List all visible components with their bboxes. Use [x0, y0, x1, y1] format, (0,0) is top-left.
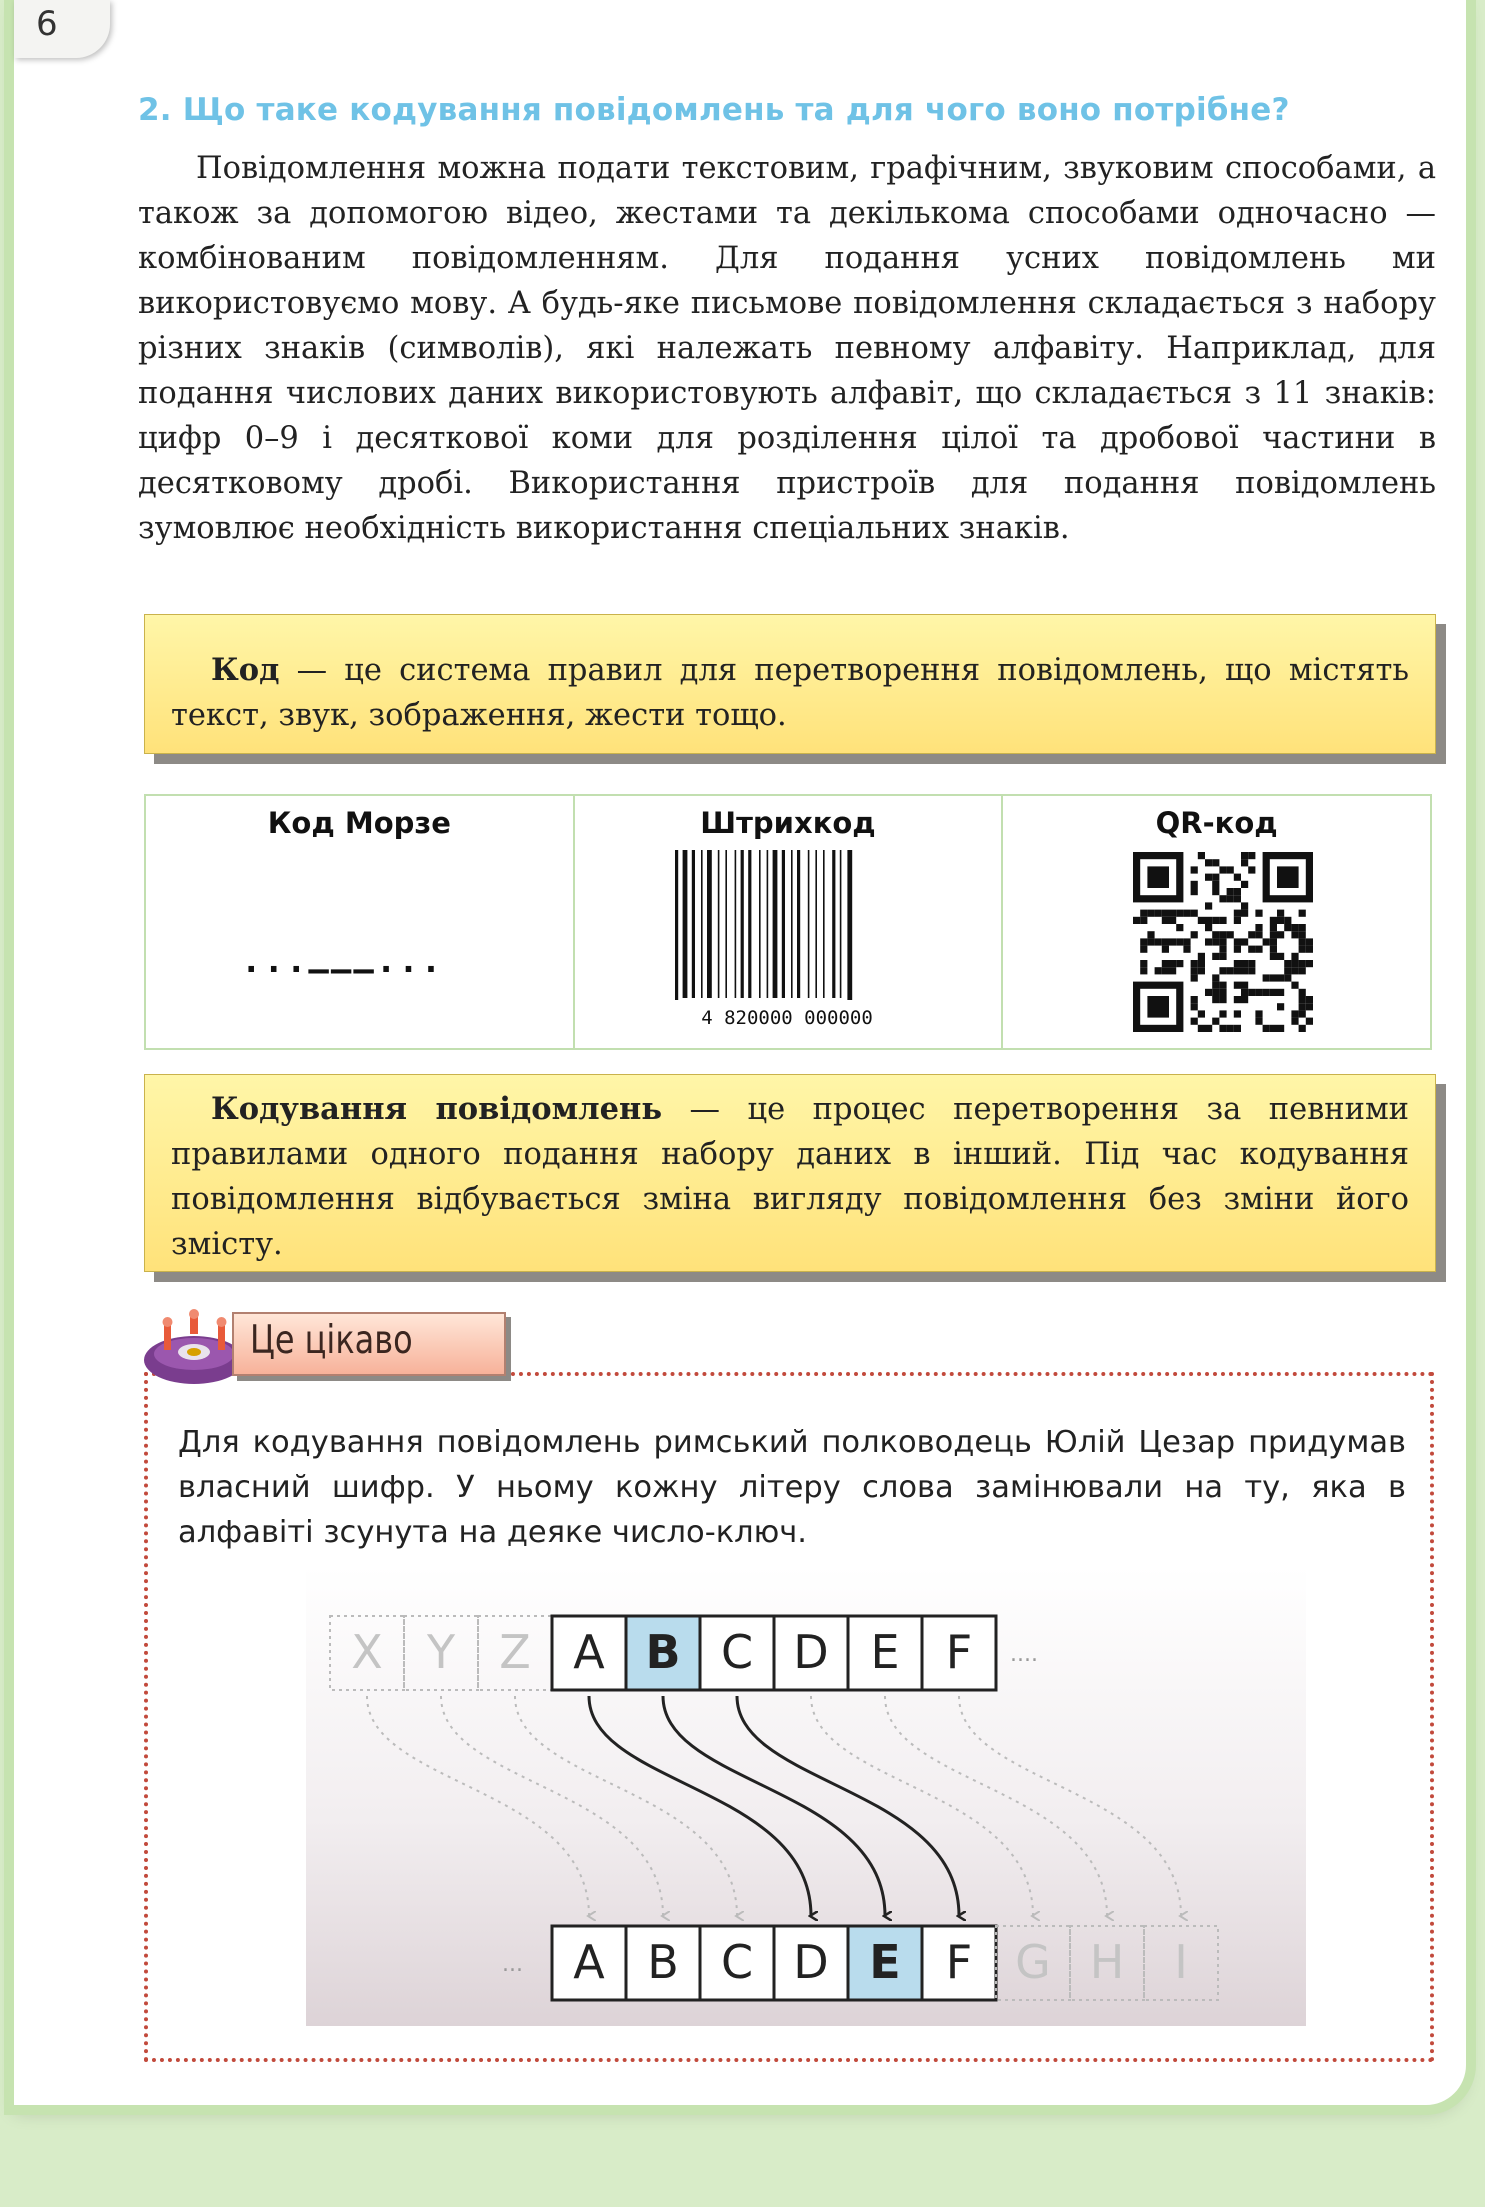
morse-title: Код Морзе	[267, 806, 451, 840]
body-paragraph: Повідомлення можна подати текстовим, графічним, звуковим способами, а також за допомогою відео, жестами та декількома способами одночасно — комбінованим повідомленням. Для подання усних повідомлень ми використовуємо мову. А будь-яке письмове повідомлення складається з набору різних знаків (символів), які належать певному алфавіту. Наприклад, для подання числових даних використовують алфавіт, що складається з 11 знаків: цифр 0–9 і десяткової коми для розділення цілої та дробової частини в десятковому дробі. Використання пристроїв для подання повідомлень зумовлює необхідність використання спеціальних знаків.	[138, 151, 1436, 546]
definition-code-text	[171, 648, 1409, 738]
definition-code-term: Код	[211, 652, 280, 688]
definition-encoding-term: Кодування повідомлень	[211, 1091, 663, 1127]
top-letter-E-letter: E	[870, 1625, 900, 1679]
top-letter-D-letter: D	[793, 1625, 829, 1679]
morse-symbols: ···———···	[241, 950, 444, 990]
top-letter-D	[774, 1616, 848, 1690]
bottom-letter-D	[774, 1926, 848, 2000]
interesting-label-box	[232, 1312, 506, 1376]
page-number-tab	[14, 0, 110, 58]
definition-code-body: — це система правил для перетворення повідомлень, що містять текст, звук, зображення, жести тощо.	[171, 653, 1409, 733]
definition-encoding-body: — це процес перетворення за певними правилами одного подання набору даних в інший. Під час кодування повідомлення відбувається зміна вигляду повідомлення без зміни його змісту.	[171, 1092, 1410, 1262]
bottom-faded-G-letter: G	[1015, 1935, 1051, 1989]
definition-code-box	[144, 614, 1436, 754]
section-title: 2. Що таке кодування повідомлень та для чого воно потрібне?	[138, 92, 1290, 128]
top-letter-F	[922, 1616, 996, 1690]
barcode-image	[667, 850, 907, 1030]
bottom-faded-I-letter: I	[1174, 1935, 1188, 1989]
barcode-title: Штрихкод	[700, 806, 876, 840]
barcode-cell	[575, 796, 1004, 1048]
definition-encoding-text	[171, 1087, 1409, 1267]
caesar-cipher-diagram	[306, 1566, 1306, 2026]
top-faded-X-letter: X	[351, 1625, 383, 1679]
code-examples-table	[144, 794, 1432, 1050]
top-faded-Y-letter: Y	[426, 1625, 456, 1679]
bottom-letter-E-letter: E	[869, 1935, 901, 1989]
top-letter-A-letter: A	[573, 1625, 605, 1679]
top-letter-B-letter: B	[645, 1625, 681, 1679]
bottom-ellipsis: ...	[502, 1952, 523, 1977]
top-letter-B	[626, 1616, 700, 1690]
top-faded-Z-letter: Z	[499, 1625, 531, 1679]
interesting-label: Це цікаво	[250, 1318, 413, 1363]
top-letter-F-letter: F	[945, 1625, 973, 1679]
bottom-letter-A	[552, 1926, 626, 2000]
bottom-letter-D-letter: D	[793, 1935, 829, 1989]
morse-cell	[146, 796, 575, 1048]
qr-cell	[1003, 796, 1430, 1048]
bottom-letter-E	[848, 1926, 922, 2000]
bottom-letter-A-letter: A	[573, 1935, 605, 1989]
barcode-number: 4 820000 000000	[700, 1007, 873, 1029]
interesting-text: Для кодування повідомлень римський полководець Юлій Цезар придумав власний шифр. У ньому кожну літеру слова замінювали на ту, яка в алфавіті зсунута на деяке число-ключ.	[178, 1425, 1406, 1550]
qr-code-image	[1133, 852, 1313, 1032]
textbook-page	[14, 0, 1466, 2105]
bottom-letter-F	[922, 1926, 996, 2000]
bottom-letter-C-letter: C	[720, 1935, 754, 1989]
top-letter-C	[700, 1616, 774, 1690]
top-ellipsis: ....	[1010, 1642, 1038, 1667]
bottom-letter-B	[626, 1926, 700, 2000]
bottom-letter-F-letter: F	[945, 1935, 973, 1989]
definition-encoding-box	[144, 1074, 1436, 1272]
qr-title: QR-код	[1155, 806, 1278, 840]
top-letter-A	[552, 1616, 626, 1690]
top-letter-E	[848, 1616, 922, 1690]
interesting-header	[142, 1308, 522, 1378]
bottom-letter-C	[700, 1926, 774, 2000]
bottom-letter-B-letter: B	[647, 1935, 679, 1989]
page-number: 6	[36, 4, 58, 44]
top-letter-C-letter: C	[720, 1625, 754, 1679]
interesting-box	[144, 1372, 1434, 2062]
bottom-faded-H-letter: H	[1089, 1935, 1125, 1989]
